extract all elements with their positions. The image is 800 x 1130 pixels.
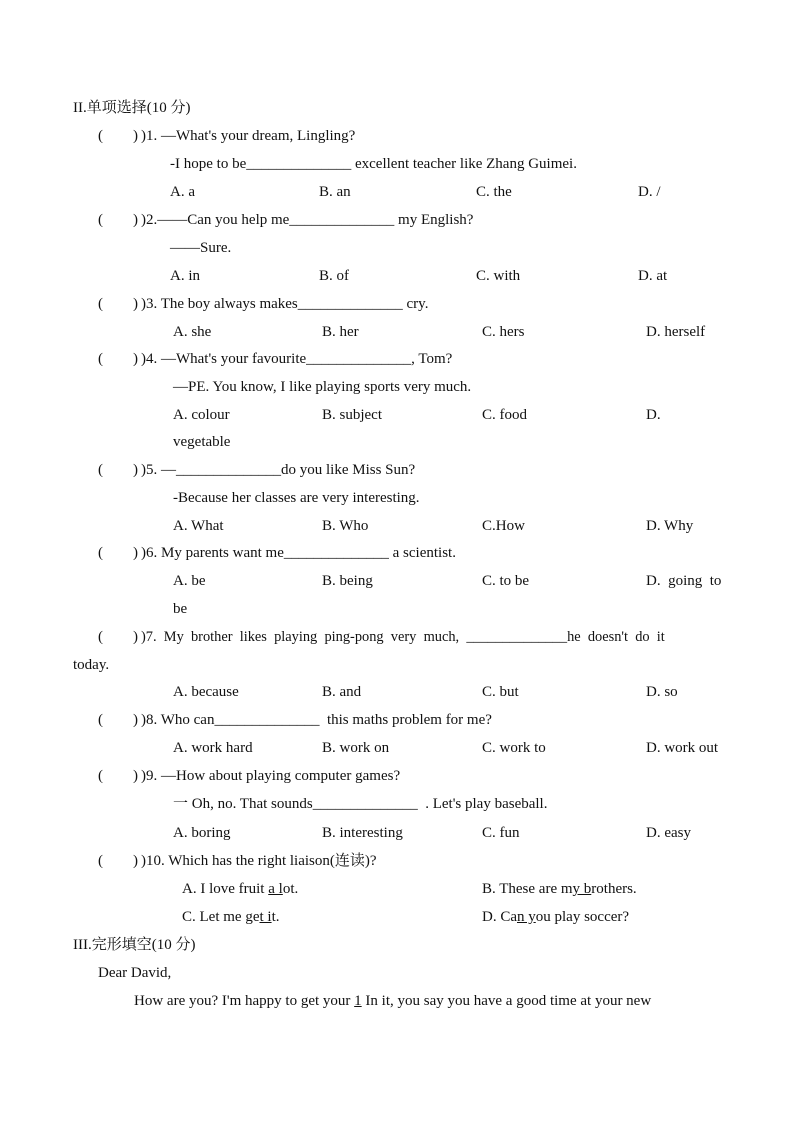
section-3-heading: III.完形填空(10 分) [73, 937, 196, 953]
option-d-wrap: vegetable [173, 434, 231, 450]
question-2-stem: )2.——Can you help me______________ my English? [141, 212, 474, 228]
option-b: B. interesting [322, 825, 403, 841]
option-c: C.How [482, 518, 525, 534]
option-c: C. the [476, 184, 512, 200]
option-d: D. / [638, 184, 661, 200]
answer-paren[interactable]: ( ) [98, 853, 138, 869]
answer-paren[interactable]: ( ) [98, 768, 138, 784]
liaison-mark: y b [572, 881, 592, 897]
option-b: B. work on [322, 740, 390, 756]
option-a: A. be [173, 573, 206, 589]
answer-paren[interactable]: ( ) [98, 351, 138, 367]
blank-number[interactable]: 1 [354, 993, 362, 1009]
question-9-stem: )9. —How about playing computer games? [141, 768, 401, 784]
option-c: C. but [482, 684, 519, 700]
liaison-mark: n y [517, 909, 536, 925]
option-b: B. her [322, 324, 359, 340]
question-1-stem: )1. —What's your dream, Lingling? [141, 128, 356, 144]
option-d-wrap: be [173, 601, 188, 617]
option-d: D. at [638, 268, 668, 284]
option-c: C. food [482, 407, 527, 423]
option-a: A. What [173, 518, 224, 534]
question-7-stem: )7. My brother likes playing ping-pong very much, ______________he doesn't do it [141, 629, 665, 645]
option-b: B. being [322, 573, 373, 589]
answer-paren[interactable]: ( ) [98, 462, 138, 478]
letter-body-line: How are you? I'm happy to get your 1 In it, you say you have a good time at your new [134, 993, 652, 1009]
question-6-stem: )6. My parents want me______________ a scientist. [141, 545, 456, 561]
question-2-line2: ——Sure. [170, 240, 232, 256]
option-a: A. in [170, 268, 200, 284]
option-a: A. because [173, 684, 239, 700]
question-5-stem: )5. —______________do you like Miss Sun? [141, 462, 416, 478]
section-2-heading: II.单项选择(10 分) [73, 100, 191, 116]
question-9-line2: 一 Oh, no. That sounds______________ . Let's play baseball. [173, 796, 548, 812]
option-d: D. herself [646, 324, 706, 340]
option-d: D. going to [646, 573, 722, 589]
option-b: B. subject [322, 407, 382, 423]
option-b: B. an [319, 184, 351, 200]
option-a: A. she [173, 324, 212, 340]
answer-paren[interactable]: ( ) [98, 629, 138, 645]
option-d: D. Can you play soccer? [482, 909, 630, 925]
liaison-mark: a l [268, 881, 283, 897]
option-a: A. I love fruit a lot. [182, 881, 299, 897]
question-3-stem: )3. The boy always makes______________ cry. [141, 296, 429, 312]
question-5-line2: -Because her classes are very interesting. [173, 490, 420, 506]
option-a: A. work hard [173, 740, 253, 756]
option-d: D. [646, 407, 661, 423]
option-c: C. work to [482, 740, 546, 756]
letter-greeting: Dear David, [98, 965, 172, 981]
option-b: B. These are my brothers. [482, 881, 637, 897]
option-c: C. to be [482, 573, 530, 589]
liaison-mark: t i [259, 909, 272, 925]
option-c: C. fun [482, 825, 520, 841]
question-7-wrap: today. [73, 657, 110, 673]
option-c: C. Let me get it. [182, 909, 280, 925]
option-c: C. hers [482, 324, 525, 340]
option-d: D. Why [646, 518, 694, 534]
question-8-stem: )8. Who can______________ this maths problem for me? [141, 712, 492, 728]
question-1-line2: -I hope to be______________ excellent teacher like Zhang Guimei. [170, 156, 577, 172]
option-b: B. of [319, 268, 349, 284]
answer-paren[interactable]: ( ) [98, 545, 138, 561]
question-10-stem: )10. Which has the right liaison(连读)? [141, 853, 377, 869]
option-d: D. easy [646, 825, 691, 841]
option-a: A. a [170, 184, 195, 200]
answer-paren[interactable]: ( ) [98, 128, 138, 144]
answer-paren[interactable]: ( ) [98, 296, 138, 312]
option-c: C. with [476, 268, 521, 284]
question-4-line2: —PE. You know, I like playing sports very much. [173, 379, 472, 395]
answer-paren[interactable]: ( ) [98, 712, 138, 728]
option-b: B. and [322, 684, 362, 700]
question-4-stem: )4. —What's your favourite______________, Tom? [141, 351, 453, 367]
option-d: D. work out [646, 740, 719, 756]
option-b: B. Who [322, 518, 369, 534]
option-a: A. boring [173, 825, 231, 841]
option-d: D. so [646, 684, 678, 700]
option-a: A. colour [173, 407, 230, 423]
answer-paren[interactable]: ( ) [98, 212, 138, 228]
